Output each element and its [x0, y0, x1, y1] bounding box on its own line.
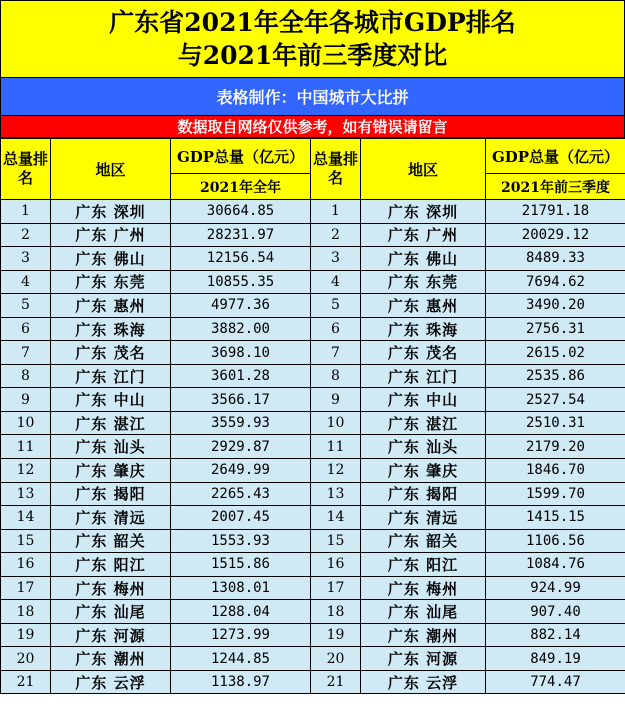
right-region-cell: 广东 东莞 — [361, 270, 486, 294]
right-gdp-cell: 1084.76 — [486, 553, 625, 577]
left-region-cell: 广东 汕尾 — [51, 600, 171, 624]
page-title — [0, 0, 625, 78]
left-rank-cell: 1 — [1, 200, 51, 224]
left-rank-cell: 7 — [1, 341, 51, 365]
left-gdp-cell: 1288.04 — [171, 600, 311, 624]
header-left-period: 2021年全年 — [171, 174, 311, 200]
right-gdp-cell: 3490.20 — [486, 294, 625, 318]
right-gdp-cell: 1846.70 — [486, 459, 625, 483]
left-region-cell: 广东 潮州 — [51, 647, 171, 671]
gdp-comparison-table — [0, 138, 625, 694]
right-region-cell: 广东 梅州 — [361, 576, 486, 600]
table-row — [1, 670, 625, 694]
right-rank-cell: 21 — [311, 670, 361, 694]
left-gdp-cell: 1273.99 — [171, 623, 311, 647]
header-left-rank: 总量排名 — [1, 139, 51, 200]
right-region-cell: 广东 深圳 — [361, 200, 486, 224]
right-region-cell: 广东 佛山 — [361, 247, 486, 271]
right-gdp-cell: 7694.62 — [486, 270, 625, 294]
left-region-cell: 广东 河源 — [51, 623, 171, 647]
left-gdp-cell: 2007.45 — [171, 506, 311, 530]
header-left-region: 地区 — [51, 139, 171, 200]
right-gdp-cell: 2756.31 — [486, 317, 625, 341]
left-region-cell: 广东 广州 — [51, 223, 171, 247]
left-rank-cell: 5 — [1, 294, 51, 318]
right-gdp-cell: 8489.33 — [486, 247, 625, 271]
left-region-cell: 广东 深圳 — [51, 200, 171, 224]
right-rank-cell: 6 — [311, 317, 361, 341]
disclaimer-banner: 数据取自网络仅供参考，如有错误请留言 — [0, 116, 625, 138]
right-gdp-cell: 2527.54 — [486, 388, 625, 412]
table-row — [1, 223, 625, 247]
right-rank-cell: 16 — [311, 553, 361, 577]
left-region-cell: 广东 揭阳 — [51, 482, 171, 506]
table-row — [1, 435, 625, 459]
left-rank-cell: 13 — [1, 482, 51, 506]
left-rank-cell: 10 — [1, 411, 51, 435]
table-row — [1, 317, 625, 341]
right-region-cell: 广东 潮州 — [361, 623, 486, 647]
left-rank-cell: 16 — [1, 553, 51, 577]
left-gdp-cell: 3698.10 — [171, 341, 311, 365]
right-gdp-cell: 907.40 — [486, 600, 625, 624]
right-region-cell: 广东 阳江 — [361, 553, 486, 577]
left-region-cell: 广东 清远 — [51, 506, 171, 530]
right-gdp-cell: 924.99 — [486, 576, 625, 600]
left-gdp-cell: 3882.00 — [171, 317, 311, 341]
right-region-cell: 广东 惠州 — [361, 294, 486, 318]
header-right-period: 2021年前三季度 — [486, 174, 625, 200]
left-region-cell: 广东 汕头 — [51, 435, 171, 459]
table-row — [1, 411, 625, 435]
left-region-cell: 广东 湛江 — [51, 411, 171, 435]
right-rank-cell: 17 — [311, 576, 361, 600]
right-gdp-cell: 2615.02 — [486, 341, 625, 365]
right-gdp-cell: 21791.18 — [486, 200, 625, 224]
header-left-gdp: GDP总量（亿元） — [171, 139, 311, 174]
right-region-cell: 广东 中山 — [361, 388, 486, 412]
right-rank-cell: 3 — [311, 247, 361, 271]
left-gdp-cell: 30664.85 — [171, 200, 311, 224]
right-rank-cell: 19 — [311, 623, 361, 647]
table-row — [1, 388, 625, 412]
left-region-cell: 广东 茂名 — [51, 341, 171, 365]
right-region-cell: 广东 湛江 — [361, 411, 486, 435]
left-gdp-cell: 1553.93 — [171, 529, 311, 553]
right-region-cell: 广东 广州 — [361, 223, 486, 247]
right-rank-cell: 10 — [311, 411, 361, 435]
left-gdp-cell: 1515.86 — [171, 553, 311, 577]
right-rank-cell: 20 — [311, 647, 361, 671]
right-gdp-cell: 2535.86 — [486, 364, 625, 388]
table-row — [1, 553, 625, 577]
left-rank-cell: 3 — [1, 247, 51, 271]
left-region-cell: 广东 惠州 — [51, 294, 171, 318]
right-rank-cell: 7 — [311, 341, 361, 365]
right-rank-cell: 14 — [311, 506, 361, 530]
right-gdp-cell: 2179.20 — [486, 435, 625, 459]
table-row — [1, 294, 625, 318]
table-row — [1, 364, 625, 388]
left-region-cell: 广东 珠海 — [51, 317, 171, 341]
left-rank-cell: 4 — [1, 270, 51, 294]
right-region-cell: 广东 肇庆 — [361, 459, 486, 483]
left-rank-cell: 2 — [1, 223, 51, 247]
right-region-cell: 广东 云浮 — [361, 670, 486, 694]
table-row — [1, 647, 625, 671]
left-gdp-cell: 1138.97 — [171, 670, 311, 694]
right-region-cell: 广东 茂名 — [361, 341, 486, 365]
table-row — [1, 576, 625, 600]
right-rank-cell: 15 — [311, 529, 361, 553]
right-region-cell: 广东 揭阳 — [361, 482, 486, 506]
left-region-cell: 广东 云浮 — [51, 670, 171, 694]
left-region-cell: 广东 东莞 — [51, 270, 171, 294]
left-rank-cell: 20 — [1, 647, 51, 671]
title-line-2: 与2021年前三季度对比 — [177, 41, 448, 70]
right-region-cell: 广东 汕尾 — [361, 600, 486, 624]
right-rank-cell: 12 — [311, 459, 361, 483]
left-region-cell: 广东 梅州 — [51, 576, 171, 600]
left-rank-cell: 12 — [1, 459, 51, 483]
table-row — [1, 200, 625, 224]
right-rank-cell: 1 — [311, 200, 361, 224]
left-rank-cell: 19 — [1, 623, 51, 647]
right-gdp-cell: 774.47 — [486, 670, 625, 694]
left-region-cell: 广东 肇庆 — [51, 459, 171, 483]
left-rank-cell: 15 — [1, 529, 51, 553]
right-region-cell: 广东 江门 — [361, 364, 486, 388]
table-row — [1, 623, 625, 647]
left-rank-cell: 21 — [1, 670, 51, 694]
right-gdp-cell: 1106.56 — [486, 529, 625, 553]
header-right-region: 地区 — [361, 139, 486, 200]
left-gdp-cell: 2649.99 — [171, 459, 311, 483]
left-gdp-cell: 1244.85 — [171, 647, 311, 671]
left-gdp-cell: 2265.43 — [171, 482, 311, 506]
right-rank-cell: 9 — [311, 388, 361, 412]
table-row — [1, 341, 625, 365]
right-gdp-cell: 1415.15 — [486, 506, 625, 530]
right-rank-cell: 2 — [311, 223, 361, 247]
left-rank-cell: 6 — [1, 317, 51, 341]
left-region-cell: 广东 韶关 — [51, 529, 171, 553]
left-region-cell: 广东 阳江 — [51, 553, 171, 577]
left-gdp-cell: 3566.17 — [171, 388, 311, 412]
left-rank-cell: 17 — [1, 576, 51, 600]
right-gdp-cell: 20029.12 — [486, 223, 625, 247]
header-right-rank: 总量排名 — [311, 139, 361, 200]
right-rank-cell: 11 — [311, 435, 361, 459]
left-gdp-cell: 12156.54 — [171, 247, 311, 271]
right-region-cell: 广东 汕头 — [361, 435, 486, 459]
right-gdp-cell: 882.14 — [486, 623, 625, 647]
left-gdp-cell: 3559.93 — [171, 411, 311, 435]
table-row — [1, 529, 625, 553]
table-row — [1, 459, 625, 483]
right-rank-cell: 13 — [311, 482, 361, 506]
right-gdp-cell: 2510.31 — [486, 411, 625, 435]
right-gdp-cell: 1599.70 — [486, 482, 625, 506]
right-region-cell: 广东 河源 — [361, 647, 486, 671]
left-gdp-cell: 4977.36 — [171, 294, 311, 318]
left-rank-cell: 11 — [1, 435, 51, 459]
table-row — [1, 600, 625, 624]
table-row — [1, 247, 625, 271]
right-rank-cell: 4 — [311, 270, 361, 294]
right-region-cell: 广东 珠海 — [361, 317, 486, 341]
table-row — [1, 482, 625, 506]
right-gdp-cell: 849.19 — [486, 647, 625, 671]
right-region-cell: 广东 清远 — [361, 506, 486, 530]
table-row — [1, 506, 625, 530]
left-gdp-cell: 1308.01 — [171, 576, 311, 600]
table-row — [1, 270, 625, 294]
right-rank-cell: 18 — [311, 600, 361, 624]
header-right-gdp: GDP总量（亿元） — [486, 139, 625, 174]
title-line-1: 广东省2021年全年各城市GDP排名 — [109, 8, 516, 37]
maker-banner: 表格制作：中国城市大比拼 — [0, 78, 625, 116]
right-region-cell: 广东 韶关 — [361, 529, 486, 553]
right-rank-cell: 8 — [311, 364, 361, 388]
left-region-cell: 广东 中山 — [51, 388, 171, 412]
left-gdp-cell: 28231.97 — [171, 223, 311, 247]
left-rank-cell: 8 — [1, 364, 51, 388]
right-rank-cell: 5 — [311, 294, 361, 318]
left-region-cell: 广东 江门 — [51, 364, 171, 388]
left-gdp-cell: 2929.87 — [171, 435, 311, 459]
left-rank-cell: 14 — [1, 506, 51, 530]
left-gdp-cell: 3601.28 — [171, 364, 311, 388]
left-region-cell: 广东 佛山 — [51, 247, 171, 271]
left-rank-cell: 18 — [1, 600, 51, 624]
left-gdp-cell: 10855.35 — [171, 270, 311, 294]
left-rank-cell: 9 — [1, 388, 51, 412]
